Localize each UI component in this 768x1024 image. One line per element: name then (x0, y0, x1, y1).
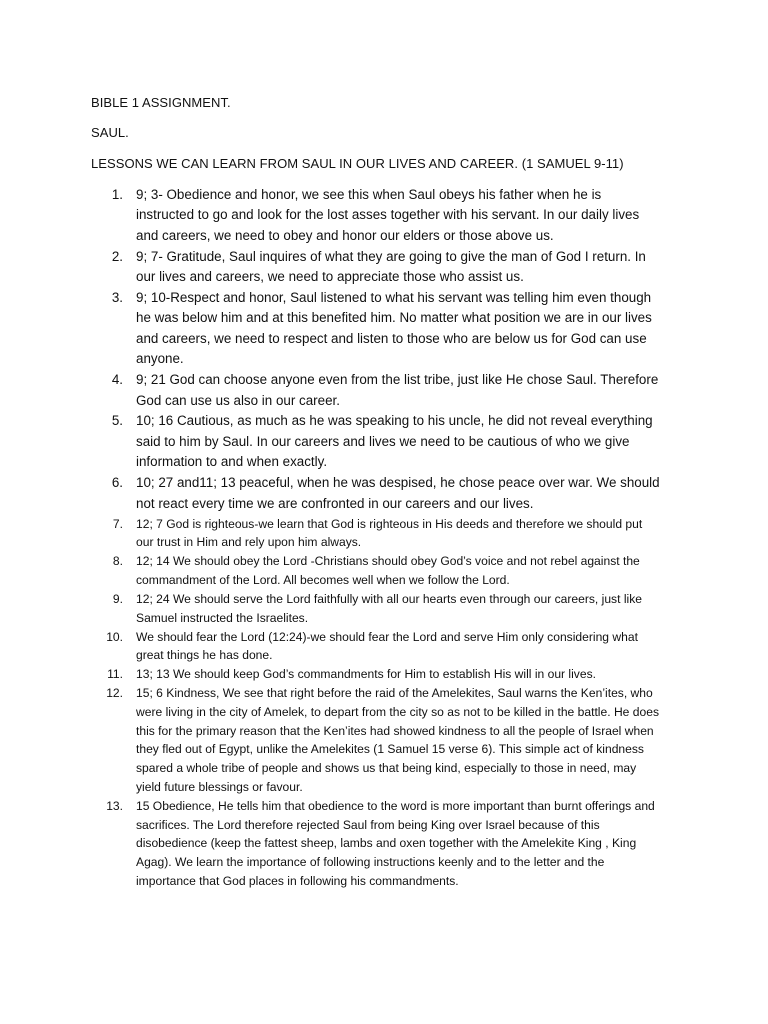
list-item-number: 2. (111, 248, 123, 264)
list-item-number: 7. (112, 516, 123, 531)
list-item-text: 12; 24 We should serve the Lord faithfully with all our hearts even through our careers, just like Samuel instructed the Israelites. (136, 591, 642, 625)
list-item (91, 590, 661, 627)
list-item (91, 473, 661, 514)
list-item-number: 11. (107, 667, 123, 682)
list-item-text: 9; 10-Respect and honor, Saul listened to what his servant was telling him even though he was below him and at this benefited him. No matter what position we are in our lives and careers, we need to respect and listen to those who are below us for God can use anyone. (136, 290, 652, 367)
list-item-text: 15; 6 Kindness, We see that right before the raid of the Amelekites, Saul warns the Ken’ites, who were living in the city of Amelek, to depart from the city so as not to be killed in the battle. He does this for the primary reason that the Ken’ites had showed kindness to all the people of Israel when they fled out of Egypt, unlike the Amelekites (1 Samuel 15 verse 6). This simple act of kindness spared a whole tribe of people and shows us that being kind, especially to those in need, may yield future blessings or favour. (136, 686, 659, 794)
list-item-text: 9; 21 God can choose anyone even from the list tribe, just like He chose Saul. Therefore God can use us also in our career. (136, 372, 659, 408)
list-item-number: 3. (111, 290, 123, 306)
list-item-text: We should fear the Lord (12:24)-we should fear the Lord and serve Him only considering what great things he has done. (136, 629, 638, 663)
list-item-number: 4. (111, 372, 123, 388)
document-subtitle: LESSONS WE CAN LEARN FROM SAUL IN OUR LIVES AND CAREER. (1 SAMUEL 9-11) (91, 156, 624, 171)
list-item (91, 185, 661, 246)
list-item-number: 5. (111, 413, 123, 429)
list-item-number: 13. (106, 798, 123, 813)
list-item (91, 247, 661, 288)
list-item-text: 13; 13 We should keep God’s commandments for Him to establish His will in our lives. (136, 667, 596, 682)
list-item-number: 10. (106, 629, 123, 644)
list-item-text: 12; 7 God is righteous-we learn that God is righteous in His deeds and therefore we should put our trust in Him and rely upon him always. (136, 516, 643, 550)
lessons-list (91, 185, 661, 891)
list-item-text: 9; 3- Obedience and honor, we see this when Saul obeys his father when he is instructed to go and look for the lost asses together with his servant. In our daily lives and careers, we need to obey and honor our elders or those above us. (136, 187, 640, 243)
list-item (91, 515, 661, 552)
list-item-number: 6. (111, 475, 123, 491)
list-item (91, 411, 661, 472)
list-item-number: 8. (112, 554, 123, 569)
list-item (91, 684, 661, 796)
list-item-number: 9. (112, 591, 123, 606)
list-item (91, 288, 661, 370)
list-item (91, 370, 661, 411)
list-item (91, 797, 661, 891)
list-item-number: 12. (106, 686, 123, 701)
document-title: BIBLE 1 ASSIGNMENT. (91, 95, 231, 110)
list-item-text: 9; 7- Gratitude, Saul inquires of what they are going to give the man of God I return. In our lives and careers, we need to appreciate those who assist us. (136, 248, 646, 285)
list-item-text: 10; 27 and11; 13 peaceful, when he was despised, he chose peace over war. We should not react every time we are confronted in our careers and our lives. (136, 475, 660, 511)
document-subject: SAUL. (91, 125, 129, 140)
list-item-text: 12; 14 We should obey the Lord -Christians should obey God’s voice and not rebel against the commandment of the Lord. All becomes well when we follow the Lord. (136, 554, 640, 587)
list-item (91, 665, 661, 684)
list-item (91, 628, 661, 665)
list-item (91, 552, 661, 589)
list-item-text: 10; 16 Cautious, as much as he was speaking to his uncle, he did not reveal everything said to him by Saul. In our careers and lives we need to be cautious of who we give information to and when exactly. (136, 413, 653, 470)
list-item-text: 15 Obedience, He tells him that obedience to the word is more important than burnt offerings and sacrifices. The Lord therefore rejected Saul from being King over Israel because of this disobedience (keep the fattest sheep, lambs and oxen together with the Amelekite King , King Agag). We learn the importance of following instructions keenly and to the letter and the importance that God places in following his commandments. (136, 798, 655, 888)
list-item-number: 1. (111, 187, 123, 202)
